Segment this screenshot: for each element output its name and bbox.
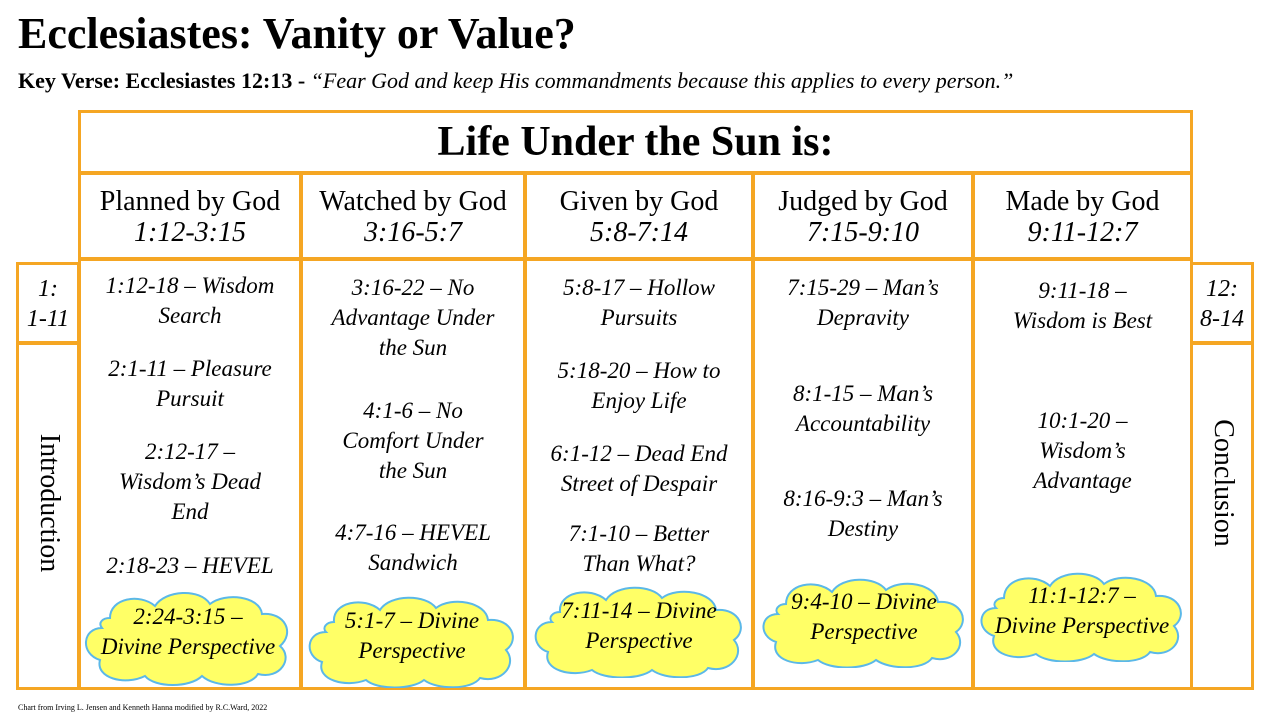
item-line: Wisdom’s	[1039, 438, 1126, 463]
cloud-line: Perspective	[585, 628, 693, 653]
item-line: Destiny	[827, 516, 899, 541]
column-title: Made by God	[1005, 186, 1160, 217]
column-title: Planned by God	[99, 186, 281, 217]
item-line: Depravity	[817, 305, 909, 330]
cloud-line: 7:11-14 – Divine	[561, 598, 717, 623]
item-line: 10:1-20 –	[1037, 408, 1128, 433]
page-title: Ecclesiastes: Vanity or Value?	[18, 9, 576, 58]
item-line: Street of Despair	[560, 471, 718, 496]
intro-label-box	[16, 342, 80, 690]
item-line: Comfort Under	[342, 428, 484, 453]
item-line: Advantage	[1033, 468, 1132, 493]
column-ref: 7:15-9:10	[807, 216, 919, 248]
conclusion-ref	[1193, 274, 1251, 334]
conclusion-ref-box	[1190, 262, 1254, 344]
cloud-text	[974, 581, 1190, 641]
section-item	[303, 518, 523, 578]
key-verse	[18, 70, 1013, 92]
intro-ref-line2: 1-11	[26, 306, 70, 332]
section-item	[527, 519, 751, 579]
column-ref: 5:8-7:14	[590, 216, 688, 248]
conclusion-label-box	[1190, 342, 1254, 690]
cloud-text	[80, 602, 296, 662]
item-line: the Sun	[378, 335, 448, 360]
column-ref: 3:16-5:7	[364, 216, 462, 248]
item-line: Sandwich	[368, 550, 458, 575]
cloud-line: 9:4-10 – Divine	[791, 589, 937, 614]
item-line: Accountability	[795, 411, 931, 436]
conclusion-ref-line2: 8-14	[1200, 306, 1244, 332]
item-line: 3:16-22 – No	[351, 275, 475, 300]
item-line: 6:1-12 – Dead End	[550, 441, 728, 466]
divine-perspective-cloud-3	[528, 584, 750, 678]
cloud-line: Divine Perspective	[994, 613, 1170, 638]
column-title: Judged by God	[778, 186, 948, 217]
section-item	[755, 273, 971, 333]
section-item	[527, 356, 751, 416]
cloud-text	[528, 596, 750, 656]
conclusion-ref-line1: 12:	[1206, 276, 1238, 302]
column-head-5	[972, 172, 1193, 260]
section-item	[81, 354, 299, 414]
cloud-text	[756, 587, 972, 647]
item-line: End	[171, 499, 209, 524]
section-item	[975, 406, 1190, 496]
cloud-line: Divine Perspective	[100, 634, 276, 659]
cloud-line: 2:24-3:15 –	[133, 604, 243, 629]
item-line: 8:16-9:3 – Man’s	[783, 486, 943, 511]
item-line: Wisdom is Best	[1012, 308, 1153, 333]
section-item	[303, 396, 523, 486]
intro-ref	[19, 274, 77, 334]
intro-ref-box	[16, 262, 80, 344]
item-line: 2:12-17 –	[144, 439, 236, 464]
column-ref: 1:12-3:15	[134, 216, 246, 248]
chart-header-text: Life Under the Sun is:	[437, 119, 834, 165]
section-item	[527, 273, 751, 333]
divine-perspective-cloud-4	[756, 576, 972, 668]
item-line: 9:11-18 –	[1038, 278, 1127, 303]
key-verse-quote: “Fear God and keep His commandments because this applies to every person.”	[310, 68, 1014, 93]
cloud-line: 5:1-7 – Divine	[344, 608, 480, 633]
section-item	[755, 379, 971, 439]
item-line: Wisdom’s Dead	[118, 469, 262, 494]
item-line: 2:18-23 – HEVEL	[106, 553, 274, 578]
section-item	[81, 271, 299, 331]
item-line: 7:1-10 – Better	[568, 521, 710, 546]
intro-label: Introduction	[34, 433, 65, 573]
intro-ref-line1: 1:	[38, 276, 58, 302]
item-line: Enjoy Life	[591, 388, 687, 413]
cloud-line: Perspective	[810, 619, 918, 644]
section-item	[81, 437, 299, 527]
conclusion-label: Conclusion	[1208, 419, 1239, 547]
item-line: 4:7-16 – HEVEL	[335, 520, 491, 545]
item-line: Pursuit	[156, 386, 224, 411]
section-item	[527, 439, 751, 499]
divine-perspective-cloud-1	[80, 588, 296, 688]
column-head-3	[524, 172, 754, 260]
item-line: 5:18-20 – How to	[557, 358, 721, 383]
source-footer: Chart from Irving L. Jensen and Kenneth Hanna modified by R.C.Ward, 2022	[18, 703, 268, 712]
item-line: Pursuits	[600, 305, 678, 330]
cloud-line: Perspective	[358, 638, 466, 663]
cloud-line: 11:1-12:7 –	[1028, 583, 1136, 608]
item-line: 7:15-29 – Man’s	[787, 275, 939, 300]
cloud-text	[302, 606, 522, 666]
item-line: 5:8-17 – Hollow	[562, 275, 716, 300]
item-line: Than What?	[582, 551, 696, 576]
item-line: 2:1-11 – Pleasure	[108, 356, 272, 381]
section-item	[81, 551, 299, 581]
item-line: 4:1-6 – No	[363, 398, 463, 423]
item-line: 8:1-15 – Man’s	[792, 381, 934, 406]
section-item	[975, 276, 1190, 336]
item-line: Search	[158, 303, 222, 328]
item-line: the Sun	[378, 458, 448, 483]
section-item	[755, 484, 971, 544]
key-verse-label: Key Verse: Ecclesiastes 12:13 -	[18, 68, 306, 93]
section-item	[303, 273, 523, 363]
column-title: Watched by God	[319, 186, 507, 217]
divine-perspective-cloud-5	[974, 570, 1190, 662]
item-line: Advantage Under	[331, 305, 495, 330]
chart-header	[78, 110, 1193, 174]
column-head-1	[78, 172, 302, 260]
column-head-4	[752, 172, 974, 260]
column-title: Given by God	[559, 186, 719, 217]
item-line: 1:12-18 – Wisdom	[105, 273, 275, 298]
column-head-2	[300, 172, 526, 260]
divine-perspective-cloud-2	[302, 594, 522, 688]
column-ref: 9:11-12:7	[1027, 216, 1138, 248]
